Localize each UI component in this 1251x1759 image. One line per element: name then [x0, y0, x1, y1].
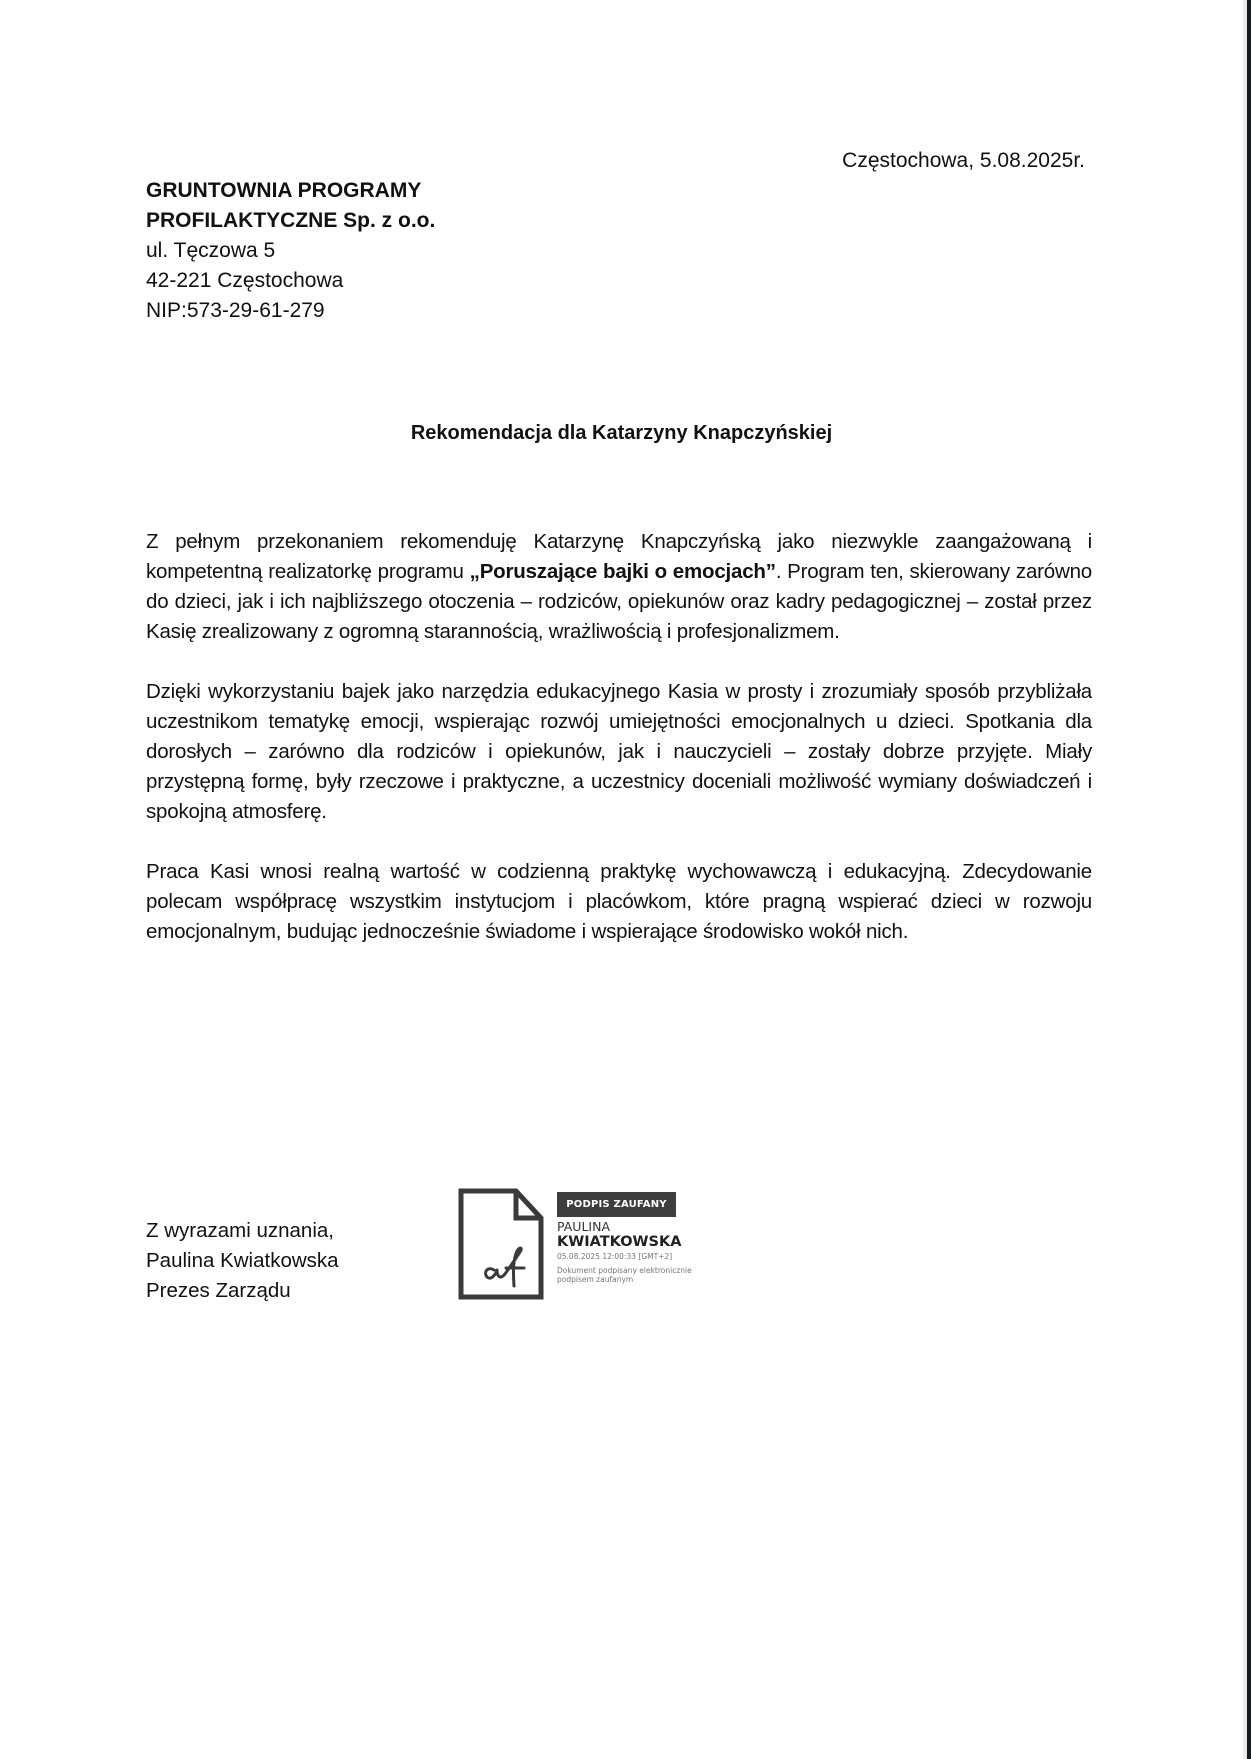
stamp-timestamp: 05.08.2025 12:00:33 [GMT+2] — [557, 1252, 673, 1261]
stamp-note: Dokument podpisany elektronicznie podpisem zaufanym — [557, 1266, 692, 1284]
sender-name-line1: GRUNTOWNIA PROGRAMY — [146, 179, 422, 202]
paragraph-1 — [146, 527, 1092, 647]
sender-city: 42-221 Częstochowa — [146, 269, 344, 292]
stamp-first-name: PAULINA — [557, 1219, 610, 1234]
paragraph-3: Praca Kasi wnosi realną wartość w codzienną praktykę wychowawczą i edukacyjną. Zdecydowanie polecam współpracę wszystkim instytucjom i placówkom, które pragną wspierać dzieci w rozwoju emocjonalnym, budując jednocześnie świadome i wspierające środowisko wokół nich. — [146, 860, 1092, 943]
signed-document-icon — [458, 1188, 544, 1300]
sender-name-line2: PROFILAKTYCZNE Sp. z o.o. — [146, 209, 436, 232]
signer-position: Prezes Zarządu — [146, 1279, 291, 1302]
viewer-background-strip — [1247, 0, 1251, 1759]
stamp-last-name: KWIATKOWSKA — [557, 1234, 682, 1250]
letter-body — [146, 527, 1092, 977]
trusted-signature-stamp — [456, 1186, 716, 1301]
paragraph-2: Dzięki wykorzystaniu bajek jako narzędzia edukacyjnego Kasia w prosty i zrozumiały sposób przybliżała uczestnikom tematykę emocji, wspierając rozwój umiejętności emocjonalnych u dzieci. Spotkania dla dorosłych – zarówno dla rodziców i opiekunów, jak i nauczycieli – zostały dobrze przyjęte. Miały przystępną formę, były rzeczowe i praktyczne, a uczestnicy doceniali możliwość wymiany doświadczeń i spokojną atmosferę. — [146, 680, 1092, 823]
paragraph-1-rest: . Program ten, skierowany zarówno do dzieci, jak i ich najbliższego otoczenia – rodziców, opiekunów oraz kadry pedagogicznej – został przez Kasię zrealizowany z ogromną starannością, wrażliwością i profesjonalizmem. — [146, 560, 1093, 643]
sender-street: ul. Tęczowa 5 — [146, 239, 276, 262]
sender-block — [146, 176, 435, 326]
sender-nip: NIP:573-29-61-279 — [146, 299, 325, 322]
closing-salutation: Z wyrazami uznania, — [146, 1219, 334, 1242]
signer-name: Paulina Kwiatkowska — [146, 1249, 339, 1272]
paragraph-1-intro: Z pełnym przekonaniem rekomenduję Katarzynę Knapczyńską jako niezwykle zaangażowaną i kompetentną realizatorkę programu — [146, 530, 1092, 583]
letter-title: Rekomendacja dla Katarzyny Knapczyńskiej — [410, 422, 833, 444]
place-and-date: Częstochowa, 5.08.2025r. — [842, 149, 1085, 172]
stamp-label: PODPIS ZAUFANY — [557, 1192, 676, 1217]
closing-block — [146, 1216, 339, 1306]
program-name: „Poruszające bajki o emocjach” — [469, 560, 776, 583]
